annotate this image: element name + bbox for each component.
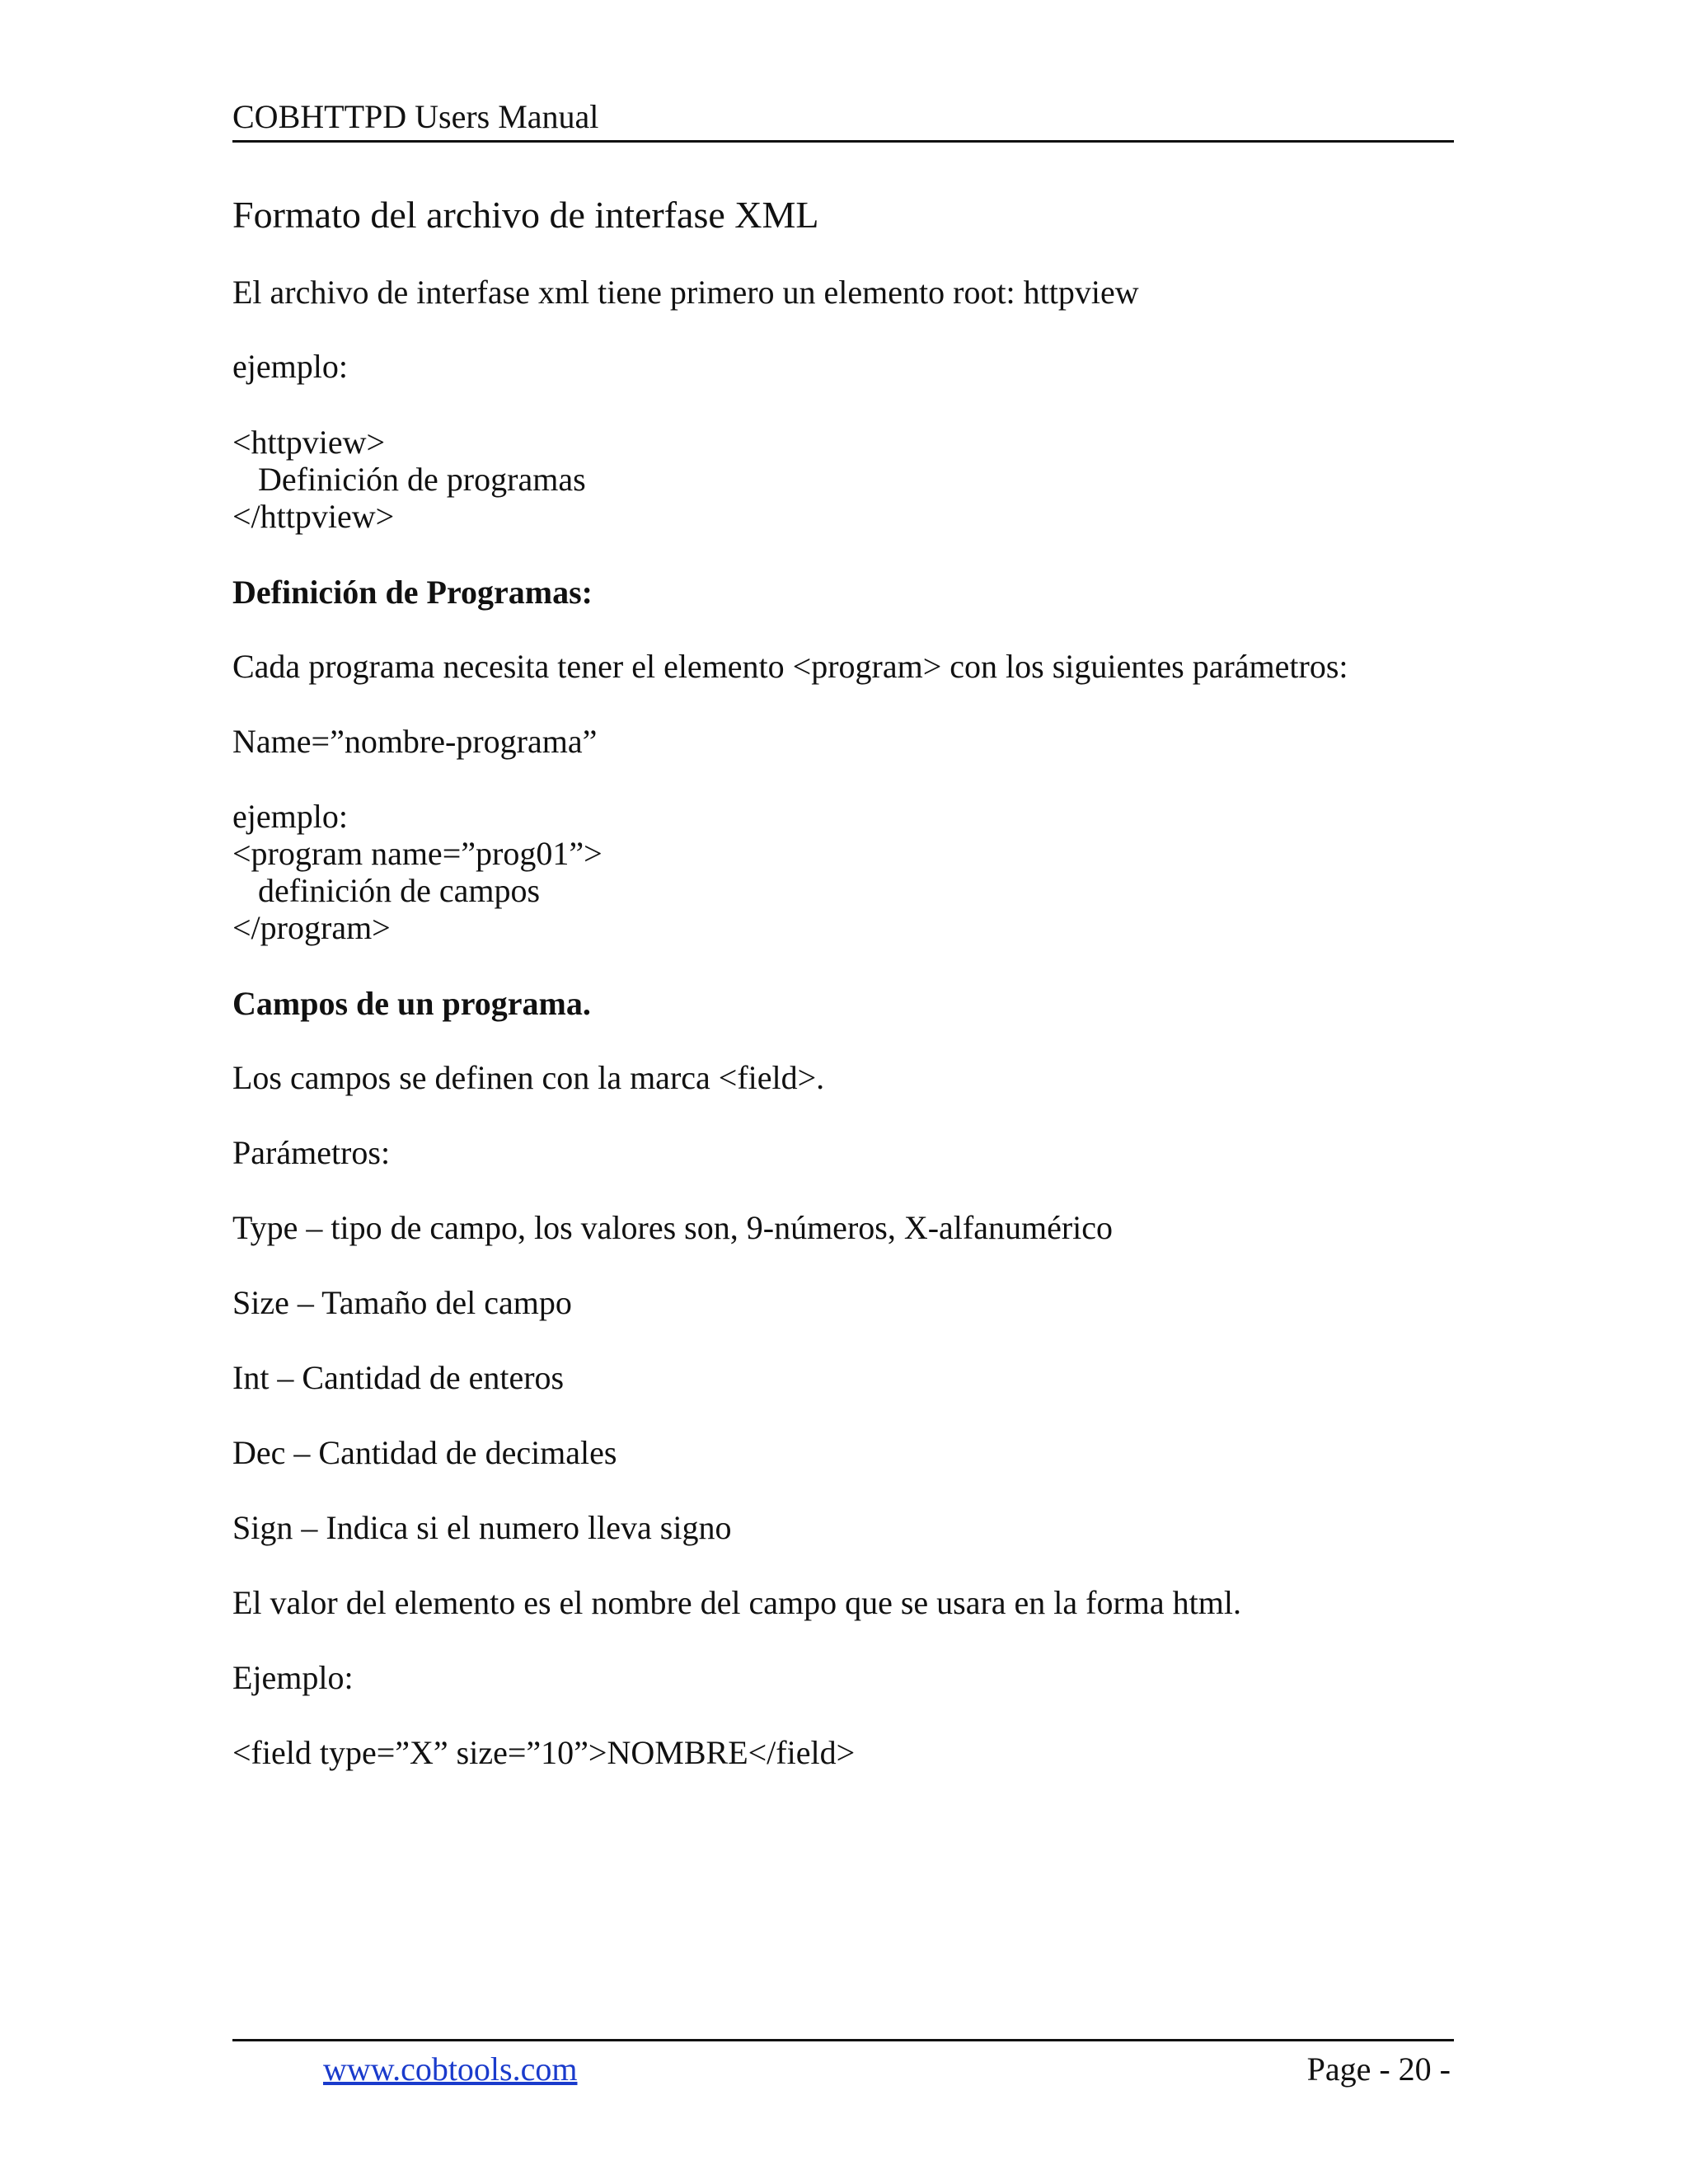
code-line-httpview-content: Definición de programas <box>258 461 586 498</box>
param-int: Int – Cantidad de enteros <box>232 1359 565 1396</box>
document-title: COBHTTPD Users Manual <box>232 98 599 135</box>
code-line-program-content: definición de campos <box>258 872 541 909</box>
parameters-label: Parámetros: <box>232 1134 391 1171</box>
code-line-program-open: <program name=”prog01”> <box>232 835 603 872</box>
example-label: ejemplo: <box>232 348 348 385</box>
programs-heading: Definición de Programas: <box>232 574 593 611</box>
fields-heading: Campos de un programa. <box>232 985 591 1022</box>
param-dec: Dec – Cantidad de decimales <box>232 1434 617 1471</box>
fields-description: Los campos se definen con la marca <field>. <box>232 1059 825 1096</box>
param-size: Size – Tamaño del campo <box>232 1284 572 1321</box>
code-line-program-close: </program> <box>232 909 391 946</box>
value-description: El valor del elemento es el nombre del campo que se usara en la forma html. <box>232 1584 1242 1621</box>
section-title: Formato del archivo de interfase XML <box>232 194 819 236</box>
intro-paragraph: El archivo de interfase xml tiene primero un elemento root: httpview <box>232 274 1139 311</box>
code-line-httpview-open: <httpview> <box>232 424 386 461</box>
website-link[interactable]: www.cobtools.com <box>323 2050 578 2088</box>
code-line-field-example: <field type=”X” size=”10”>NOMBRE</field> <box>232 1734 856 1771</box>
example-label: Ejemplo: <box>232 1659 354 1696</box>
param-sign: Sign – Indica si el numero lleva signo <box>232 1509 732 1546</box>
page-header <box>232 92 1454 143</box>
page-number: Page - 20 - <box>1306 2050 1451 2088</box>
page-footer <box>232 2039 1454 2091</box>
example-label: ejemplo: <box>232 798 348 835</box>
programs-name-parameter: Name=”nombre-programa” <box>232 723 598 760</box>
code-line-httpview-close: </httpview> <box>232 498 395 535</box>
programs-description: Cada programa necesita tener el elemento <program> con los siguientes parámetros: <box>232 648 1348 685</box>
param-type: Type – tipo de campo, los valores son, 9-números, X-alfanumérico <box>232 1209 1114 1246</box>
